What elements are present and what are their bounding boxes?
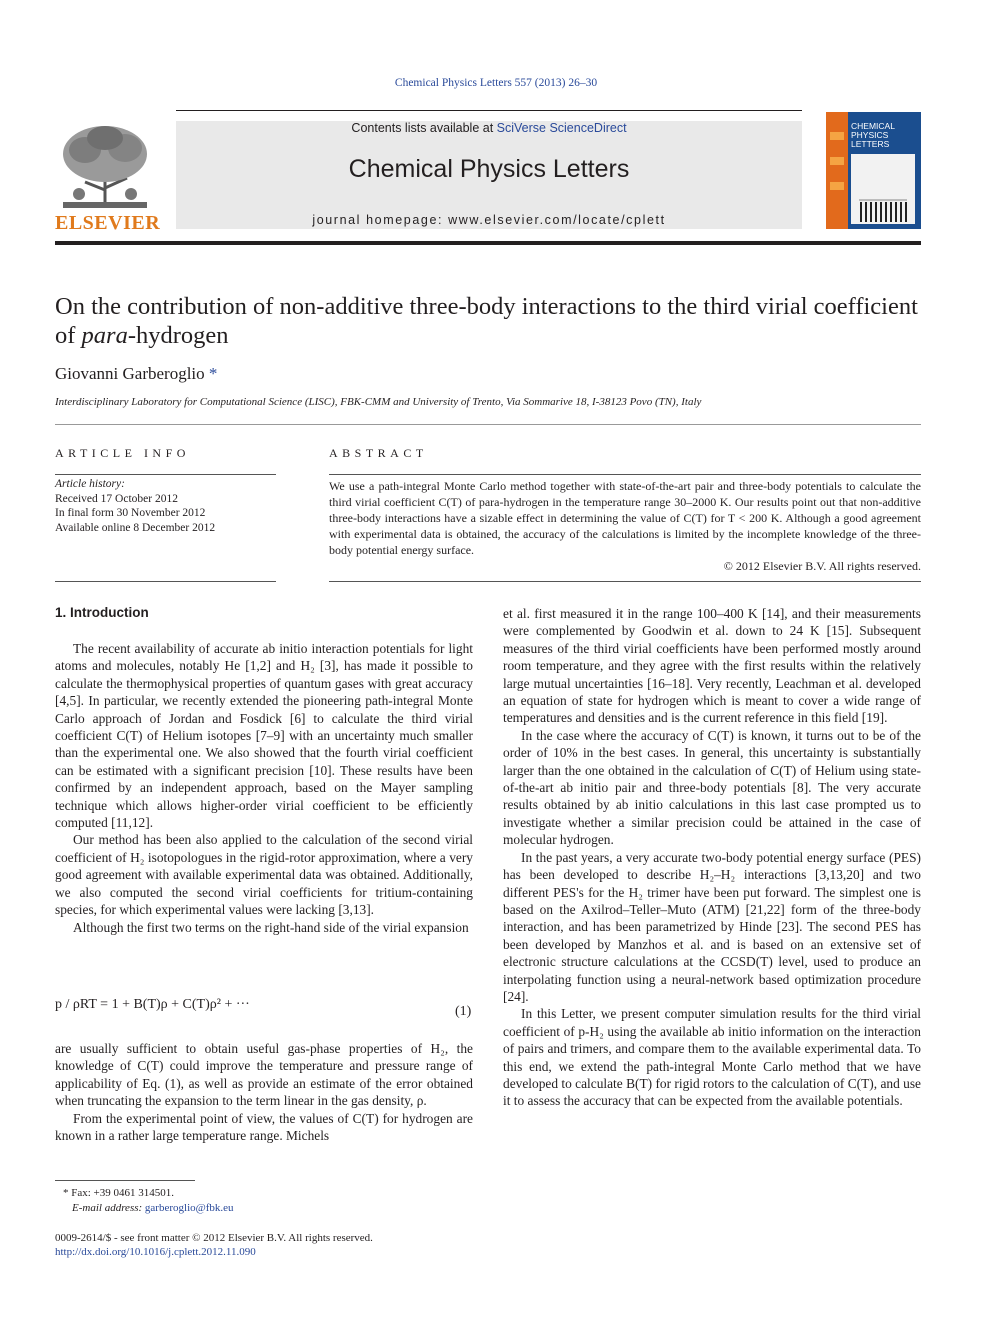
equation-number: (1) (455, 1004, 472, 1019)
paragraph: From the experimental point of view, the values of C(T) for hydrogen are known in a rather large temperature range. Michels (55, 1110, 473, 1144)
abstract-rule (329, 474, 921, 475)
author-name: Giovanni Garberoglio * (55, 364, 218, 383)
sciencedirect-link[interactable]: SciVerse ScienceDirect (496, 121, 627, 135)
paragraph: The recent availability of accurate ab initio interaction potentials for light atoms and molecules, notably He [1,2] and H₂ [3], has made it possible to calculate the thermophysical properties of quantum gases with great accuracy [4,5]. In particular, we recently extended the pioneering path-integral Monte Carlo approach of Jordan and Fosdick [6] to calculate the third virial coefficient C(T) of Helium isotopes [7–9] with an uncertainty much smaller than the experimental one. We also showed that the fourth virial coefficient can be estimated with a significant precision [10]. These results have been confirmed by an independent approach, based on the Mayer sampling technique which allows higher-order virial coefficient to be efficiently computed [11,12]. (55, 641, 473, 831)
article-info-rule (55, 474, 276, 475)
corresponding-author-mark[interactable]: * (208, 364, 218, 383)
cover-decoration (830, 182, 844, 190)
author-affiliation: Interdisciplinary Laboratory for Computational Science (LISC), FBK-CMM and University of Trento, Via Sommarive 18, I-38123 Povo (TN), Italy (55, 396, 702, 408)
header-top-rule (176, 110, 802, 111)
header-thick-rule (55, 241, 921, 245)
section-heading-introduction: 1. Introduction (55, 605, 149, 620)
email-link[interactable]: garberoglio@fbk.eu (144, 1202, 234, 1214)
left-column-lower (55, 1040, 473, 1144)
abstract-heading: ABSTRACT (329, 446, 428, 460)
journal-homepage[interactable]: journal homepage: www.elsevier.com/locate/cplett (312, 213, 666, 227)
journal-cover-thumbnail (826, 112, 921, 229)
paragraph: are usually sufficient to obtain useful gas-phase properties of H₂, the knowledge of C(T) could improve the temperature and pressure range of applicability of Eq. (1), as well as provide an estimate of the error obtained when truncating the expansion to the term linear in the gas density, ρ. (55, 1041, 473, 1109)
contents-line: Contents lists available at SciVerse ScienceDirect (351, 121, 627, 135)
title-rule (55, 424, 921, 425)
footnote-fax: * Fax: +39 0461 314501. (63, 1187, 175, 1199)
equation-text: p / ρRT = 1 + B(T)ρ + C(T)ρ² + ··· (55, 997, 250, 1012)
paragraph: In this Letter, we present computer simulation results for the third virial coefficient of p-H₂ using the available ab initio information on the interaction of pairs and trimers, and compare them to the available experimental data. To this end, we extend the path-integral Monte Carlo method that we have developed to calculate B(T) for rigid rotors to the calculation of C(T), and use it to assess the accuracy that can be expected from the available potentials. (503, 1006, 921, 1109)
cover-figure (851, 154, 915, 224)
journal-citation[interactable]: Chemical Physics Letters 557 (2013) 26–30 (394, 77, 598, 89)
journal-title: Chemical Physics Letters (348, 155, 630, 183)
abstract-text: We use a path-integral Monte Carlo method together with state-of-the-art pair and three-body potentials to calculate the third virial coefficient C(T) of para-hydrogen in the temperature range 30–2000 K. Our results point out that non-additive three-body interactions have a sizable effect in determining the value of C(T) for T < 200 K. Although a good agreement with experimental data is obtained, the accuracy of the calculations is limited by the incomplete knowledge of the three-body potential energy surface. (329, 479, 921, 557)
paragraph: Although the first two terms on the right-hand side of the virial expansion (73, 919, 469, 935)
virial-equation (55, 997, 250, 1013)
article-history: Article history: Received 17 October 2012 In final form 30 November 2012 Available online 8 December 2012 (55, 478, 216, 534)
article-info-heading: ARTICLE INFO (55, 446, 190, 460)
article-info-bottom-rule (55, 581, 276, 582)
cover-title: CHEMICAL PHYSICS LETTERS (851, 121, 895, 149)
paragraph: Our method has been also applied to the calculation of the second virial coefficient of H₂ isotopologues in the rigid-rotor approximation, where a very good agreement with available experimental data was obtained. Additionally, we also computed the second virial coefficients for tritium-containing species, for which experimental values were lacking [3,13]. (55, 832, 473, 918)
abstract-copyright: © 2012 Elsevier B.V. All rights reserved. (723, 559, 921, 573)
abstract-bottom-rule (329, 581, 921, 582)
elsevier-wordmark: ELSEVIER (55, 212, 161, 234)
paragraph: et al. first measured it in the range 100–400 K [14], and their measurements were complemented by Goodwin et al. down to 24 K [15]. Subsequent measures of the third virial coefficients have been performed mostly around room temperature, and they agree with the first results within the relatively large mutual uncertainties [16–18]. Very recently, Leachman et al. developed an equation of state for hydrogen which is meant to cover a wide range of temperatures and densities and is the current reference in this field [19]. (503, 606, 921, 726)
right-column (503, 605, 921, 1110)
elsevier-tree-logo (55, 120, 155, 212)
cover-side-band (826, 112, 848, 229)
left-column-upper (55, 640, 473, 936)
paragraph: In the case where the accuracy of C(T) is known, it turns out to be of the order of 10% in the best cases. In general, this uncertainty is substantially larger than the one obtained in the calculation of C(T) of Helium using state-of-the-art ab initio pair and three-body potentials [8]. The very accurate results obtained by ab initio calculations in this last case prompted us to investigate whether a similar precision could be attained in the case of molecular hydrogen. (503, 727, 921, 848)
footnote-email: E-mail address: garberoglio@fbk.eu (72, 1202, 234, 1214)
cover-decoration (830, 132, 844, 140)
footnote-rule (55, 1180, 195, 1181)
doi-link[interactable]: http://dx.doi.org/10.1016/j.cplett.2012.11.090 (55, 1246, 256, 1258)
article-title: On the contribution of non-additive three-body interactions to the third virial coefficient of para-hydrogen (55, 293, 918, 349)
cover-decoration (830, 157, 844, 165)
paragraph: In the past years, a very accurate two-body potential energy surface (PES) has been developed to describe H₂–H₂ interactions [3,13,20] and two different PES's for the H₂ trimer have been put forward. The simplest one is based on the Axilrod–Teller–Muto (ATM) [21,22] form of the three-body interaction, and has been parametrized by Hinde [23]. The second PES has been developed by Manzhos et al. and is based on an extensive set of electronic structure calculations at the CCSD(T) level, used to produce an interpolating function using a neural-network based optimization procedure [24]. (503, 849, 921, 1004)
issn-line: 0009-2614/$ - see front matter © 2012 Elsevier B.V. All rights reserved. (55, 1232, 373, 1244)
